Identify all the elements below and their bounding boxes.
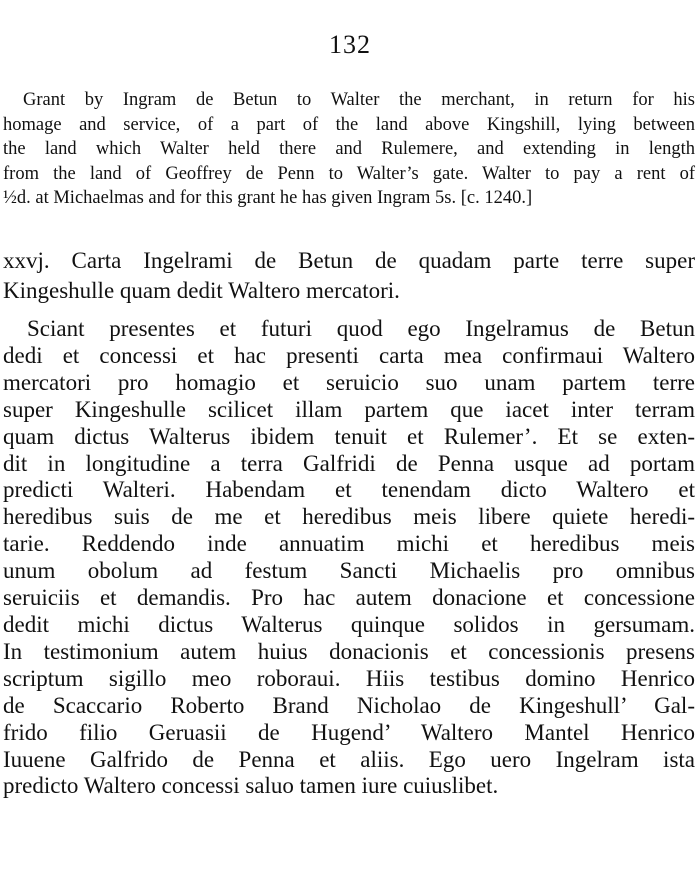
charter-line: seruiciis et demandis. Pro hac autem donacione et concessione (3, 585, 695, 611)
charter-line: tarie. Reddendo inde annuatim michi et heredibus meis (3, 531, 695, 557)
summary-line: the land which Walter held there and Rulemere, and extending in length (3, 139, 695, 160)
charter-line: Iuuene Galfrido de Penna et aliis. Ego uero Ingelram ista (3, 746, 695, 772)
summary-line: homage and service, of a part of the land above Kingshill, lying between (3, 114, 695, 135)
heading-line: xxvj. Carta Ingelrami de Betun de quadam parte terre super (3, 248, 695, 273)
charter-line: quam dictus Walterus ibidem tenuit et Rulemer’. Et se exten- (3, 423, 695, 449)
page-number: 132 (329, 30, 371, 59)
charter-line: frido filio Geruasii de Hugend’ Waltero Mantel Henrico (3, 719, 695, 745)
charter-line: unum obolum ad festum Sancti Michaelis pro omnibus (3, 558, 695, 584)
charter-line: In testimonium autem huius donacionis et concessionis presens (3, 638, 695, 664)
charter-line: super Kingeshulle scilicet illam partem que iacet inter terram (3, 396, 695, 422)
charter-line: Sciant presentes et futuri quod ego Ingelramus de Betun (27, 316, 695, 341)
summary-line: ½d. at Michaelmas and for this grant he has given Ingram 5s. [c. 1240.] (3, 188, 533, 209)
charter-line: dedit michi dictus Walterus quinque solidos in gersumam. (3, 611, 695, 637)
charter-line: scriptum sigillo meo roboraui. Hiis testibus domino Henrico (3, 665, 695, 691)
heading-line: Kingeshulle quam dedit Waltero mercatori. (3, 278, 400, 303)
charter-text (3, 316, 695, 800)
charter-line: predicto Waltero concessi saluo tamen iure cuiuslibet. (3, 773, 499, 799)
charter-line: heredibus suis de me et heredibus meis libere quiete heredi- (3, 504, 695, 530)
charter-line: mercatori pro homagio et seruicio suo unam partem terre (3, 369, 695, 395)
charter-line: predicti Walteri. Habendam et tenendam dicto Waltero et (3, 477, 695, 503)
summary-line: from the land of Geoffrey de Penn to Walter’s gate. Walter to pay a rent of (3, 163, 695, 184)
charter-line: dedi et concessi et hac presenti carta mea confirmaui Waltero (3, 342, 695, 368)
summary-paragraph (3, 88, 695, 211)
summary-line: Grant by Ingram de Betun to Walter the merchant, in return for his (23, 90, 695, 110)
charter-line: dit in longitudine a terra Galfridi de Penna usque ad portam (3, 450, 695, 476)
charter-line: de Scaccario Roberto Brand Nicholao de Kingeshull’ Gal- (3, 692, 695, 718)
charter-heading (3, 246, 695, 306)
